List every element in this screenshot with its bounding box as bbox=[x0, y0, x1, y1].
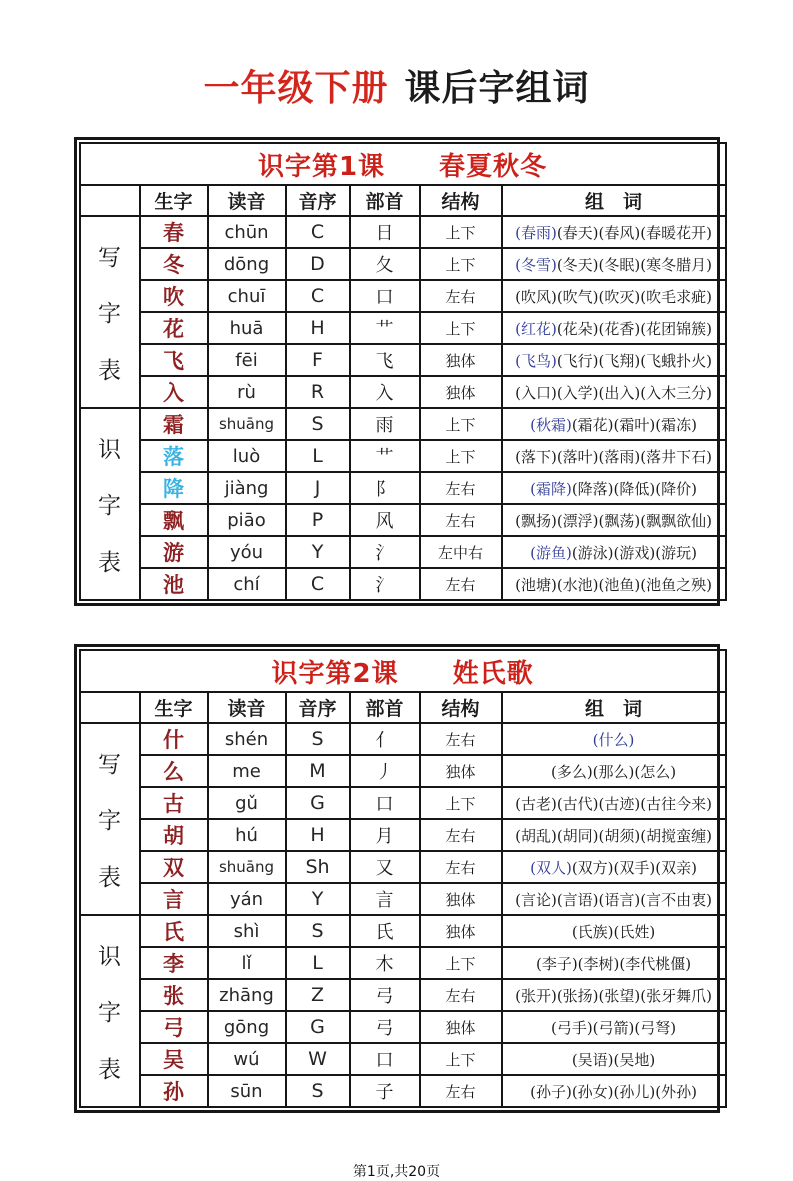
radical-cell: 艹 bbox=[350, 440, 420, 472]
words-cell bbox=[502, 851, 726, 883]
word-row bbox=[80, 947, 726, 979]
word-row bbox=[80, 408, 726, 440]
char-cell: 言 bbox=[140, 883, 208, 915]
word-row bbox=[80, 376, 726, 408]
initial-cell: L bbox=[286, 440, 350, 472]
structure-cell: 独体 bbox=[420, 1011, 502, 1043]
pinyin-cell: chí bbox=[208, 568, 286, 600]
word-row bbox=[80, 216, 726, 248]
column-header: 组 词 bbox=[502, 692, 726, 723]
column-header: 读音 bbox=[208, 692, 286, 723]
radical-cell: 艹 bbox=[350, 312, 420, 344]
words-cell bbox=[502, 536, 726, 568]
words-cell bbox=[502, 216, 726, 248]
initial-cell: J bbox=[286, 472, 350, 504]
word-plain: (言论)(言语)(语言)(言不由衷) bbox=[515, 890, 712, 909]
radical-cell: 子 bbox=[350, 1075, 420, 1107]
pinyin-cell: jiàng bbox=[208, 472, 286, 504]
initial-cell: G bbox=[286, 1011, 350, 1043]
sidebar-corner-cell bbox=[80, 692, 140, 723]
word-plain: (李子)(李树)(李代桃僵) bbox=[535, 954, 692, 973]
word-plain: (胡乱)(胡同)(胡须)(胡搅蛮缠) bbox=[515, 826, 712, 845]
words-cell bbox=[502, 819, 726, 851]
tables-container bbox=[0, 137, 793, 1113]
initial-cell: S bbox=[286, 408, 350, 440]
char-cell: 孙 bbox=[140, 1075, 208, 1107]
word-plain: (降落)(降低)(降价) bbox=[571, 479, 697, 498]
words-cell bbox=[502, 440, 726, 472]
words-cell bbox=[502, 755, 726, 787]
column-header: 音序 bbox=[286, 185, 350, 216]
column-header: 读音 bbox=[208, 185, 286, 216]
structure-cell: 独体 bbox=[420, 915, 502, 947]
word-plain: (双方)(双手)(双亲) bbox=[571, 858, 697, 877]
initial-cell: L bbox=[286, 947, 350, 979]
radical-cell: 氵 bbox=[350, 568, 420, 600]
word-row bbox=[80, 312, 726, 344]
char-cell: 双 bbox=[140, 851, 208, 883]
word-row bbox=[80, 1011, 726, 1043]
char-cell: 弓 bbox=[140, 1011, 208, 1043]
section-label-char: 写 bbox=[98, 244, 121, 271]
pinyin-cell: gǔ bbox=[208, 787, 286, 819]
structure-cell: 上下 bbox=[420, 408, 502, 440]
initial-cell: Y bbox=[286, 536, 350, 568]
title-topic-part: 课后字组词 bbox=[404, 68, 590, 109]
word-row bbox=[80, 248, 726, 280]
word-plain: (吴语)(吴地) bbox=[571, 1050, 656, 1069]
word-plain: (入口)(入学)(出入)(入木三分) bbox=[515, 383, 712, 402]
word-row bbox=[80, 851, 726, 883]
structure-cell: 左右 bbox=[420, 979, 502, 1011]
section-label-char: 识 bbox=[98, 436, 121, 463]
word-row bbox=[80, 1043, 726, 1075]
section-label-recognition bbox=[80, 408, 140, 600]
structure-cell: 上下 bbox=[420, 248, 502, 280]
word-row bbox=[80, 568, 726, 600]
section-label-char: 写 bbox=[98, 751, 121, 778]
radical-cell: 口 bbox=[350, 787, 420, 819]
pinyin-cell: wú bbox=[208, 1043, 286, 1075]
char-cell: 李 bbox=[140, 947, 208, 979]
char-cell: 张 bbox=[140, 979, 208, 1011]
radical-cell: 弓 bbox=[350, 1011, 420, 1043]
structure-cell: 独体 bbox=[420, 344, 502, 376]
pinyin-cell: shén bbox=[208, 723, 286, 755]
radical-cell: 风 bbox=[350, 504, 420, 536]
initial-cell: D bbox=[286, 248, 350, 280]
column-header: 部首 bbox=[350, 692, 420, 723]
word-row bbox=[80, 344, 726, 376]
words-cell bbox=[502, 1075, 726, 1107]
structure-cell: 左右 bbox=[420, 819, 502, 851]
word-highlighted: (霜降) bbox=[530, 479, 572, 498]
radical-cell: 言 bbox=[350, 883, 420, 915]
words-cell bbox=[502, 568, 726, 600]
radical-cell: 又 bbox=[350, 851, 420, 883]
word-plain: (飘扬)(漂浮)(飘荡)(飘飘欲仙) bbox=[515, 511, 712, 530]
initial-cell: C bbox=[286, 216, 350, 248]
lesson-table-2 bbox=[74, 644, 720, 1113]
char-cell: 么 bbox=[140, 755, 208, 787]
radical-cell: 阝 bbox=[350, 472, 420, 504]
pinyin-cell: sūn bbox=[208, 1075, 286, 1107]
pinyin-cell: piāo bbox=[208, 504, 286, 536]
words-cell bbox=[502, 248, 726, 280]
section-label-char: 表 bbox=[98, 865, 121, 892]
section-label-writing bbox=[80, 723, 140, 915]
word-plain: (落下)(落叶)(落雨)(落井下石) bbox=[515, 447, 712, 466]
word-plain: (游泳)(游戏)(游玩) bbox=[571, 543, 697, 562]
section-label-char: 字 bbox=[98, 301, 121, 328]
word-row bbox=[80, 440, 726, 472]
structure-cell: 上下 bbox=[420, 216, 502, 248]
structure-cell: 上下 bbox=[420, 947, 502, 979]
words-cell bbox=[502, 915, 726, 947]
word-highlighted: (冬雪) bbox=[515, 255, 557, 274]
pinyin-cell: yóu bbox=[208, 536, 286, 568]
word-highlighted: (游鱼) bbox=[530, 543, 572, 562]
structure-cell: 独体 bbox=[420, 755, 502, 787]
char-cell: 池 bbox=[140, 568, 208, 600]
title-grade-part: 一年级下册 bbox=[203, 68, 389, 109]
word-highlighted: (飞鸟) bbox=[515, 351, 557, 370]
pinyin-cell: chūn bbox=[208, 216, 286, 248]
word-plain: (吹风)(吹气)(吹灭)(吹毛求疵) bbox=[515, 287, 712, 306]
char-cell: 胡 bbox=[140, 819, 208, 851]
lesson-caption: 识字第1课 春夏秋冬 bbox=[80, 143, 726, 185]
word-highlighted: (什么) bbox=[592, 730, 635, 749]
radical-cell: 夂 bbox=[350, 248, 420, 280]
char-cell: 什 bbox=[140, 723, 208, 755]
initial-cell: Sh bbox=[286, 851, 350, 883]
pinyin-cell: shuāng bbox=[208, 851, 286, 883]
section-label-char: 字 bbox=[98, 808, 121, 835]
column-header: 生字 bbox=[140, 692, 208, 723]
pinyin-cell: hú bbox=[208, 819, 286, 851]
section-label-vertical-text bbox=[81, 734, 139, 904]
word-row bbox=[80, 755, 726, 787]
word-plain: (多么)(那么)(怎么) bbox=[550, 762, 677, 781]
initial-cell: F bbox=[286, 344, 350, 376]
section-label-char: 字 bbox=[98, 1000, 121, 1027]
words-cell bbox=[502, 280, 726, 312]
char-cell: 降 bbox=[140, 472, 208, 504]
column-header: 结构 bbox=[420, 692, 502, 723]
pinyin-cell: huā bbox=[208, 312, 286, 344]
radical-cell: 雨 bbox=[350, 408, 420, 440]
words-cell bbox=[502, 979, 726, 1011]
initial-cell: M bbox=[286, 755, 350, 787]
words-cell bbox=[502, 947, 726, 979]
column-header: 组 词 bbox=[502, 185, 726, 216]
char-cell: 霜 bbox=[140, 408, 208, 440]
word-row bbox=[80, 280, 726, 312]
pinyin-cell: shì bbox=[208, 915, 286, 947]
word-highlighted: (春雨) bbox=[515, 223, 557, 242]
initial-cell: W bbox=[286, 1043, 350, 1075]
initial-cell: G bbox=[286, 787, 350, 819]
section-label-char: 识 bbox=[98, 943, 121, 970]
word-row bbox=[80, 472, 726, 504]
radical-cell: 口 bbox=[350, 1043, 420, 1075]
structure-cell: 左右 bbox=[420, 1075, 502, 1107]
words-cell bbox=[502, 883, 726, 915]
structure-cell: 上下 bbox=[420, 312, 502, 344]
word-highlighted: (秋霜) bbox=[530, 415, 572, 434]
char-cell: 花 bbox=[140, 312, 208, 344]
lesson-grid bbox=[79, 649, 727, 1108]
radical-cell: 日 bbox=[350, 216, 420, 248]
char-cell: 冬 bbox=[140, 248, 208, 280]
words-cell bbox=[502, 1011, 726, 1043]
char-cell: 飘 bbox=[140, 504, 208, 536]
pinyin-cell: me bbox=[208, 755, 286, 787]
structure-cell: 左右 bbox=[420, 851, 502, 883]
pinyin-cell: chuī bbox=[208, 280, 286, 312]
lesson-grid bbox=[79, 142, 727, 601]
word-plain: (冬天)(冬眠)(寒冬腊月) bbox=[556, 255, 712, 274]
pinyin-cell: shuāng bbox=[208, 408, 286, 440]
pinyin-cell: yán bbox=[208, 883, 286, 915]
word-row bbox=[80, 536, 726, 568]
structure-cell: 上下 bbox=[420, 787, 502, 819]
words-cell bbox=[502, 344, 726, 376]
lesson-table-1 bbox=[74, 137, 720, 606]
char-cell: 春 bbox=[140, 216, 208, 248]
char-cell: 吹 bbox=[140, 280, 208, 312]
word-row bbox=[80, 819, 726, 851]
section-label-vertical-text bbox=[81, 926, 139, 1096]
initial-cell: Y bbox=[286, 883, 350, 915]
radical-cell: 亻 bbox=[350, 723, 420, 755]
pinyin-cell: fēi bbox=[208, 344, 286, 376]
structure-cell: 上下 bbox=[420, 1043, 502, 1075]
pinyin-cell: gōng bbox=[208, 1011, 286, 1043]
words-cell bbox=[502, 408, 726, 440]
word-plain: (花朵)(花香)(花团锦簇) bbox=[556, 319, 712, 338]
words-cell bbox=[502, 504, 726, 536]
initial-cell: H bbox=[286, 312, 350, 344]
word-row bbox=[80, 915, 726, 947]
char-cell: 飞 bbox=[140, 344, 208, 376]
radical-cell: 弓 bbox=[350, 979, 420, 1011]
pinyin-cell: luò bbox=[208, 440, 286, 472]
char-cell: 古 bbox=[140, 787, 208, 819]
pinyin-cell: dōng bbox=[208, 248, 286, 280]
word-row bbox=[80, 787, 726, 819]
initial-cell: H bbox=[286, 819, 350, 851]
radical-cell: 月 bbox=[350, 819, 420, 851]
radical-cell: 入 bbox=[350, 376, 420, 408]
pinyin-cell: zhāng bbox=[208, 979, 286, 1011]
word-plain: (春天)(春风)(春暖花开) bbox=[556, 223, 712, 242]
section-label-writing bbox=[80, 216, 140, 408]
word-highlighted: (红花) bbox=[515, 319, 557, 338]
structure-cell: 上下 bbox=[420, 440, 502, 472]
section-label-vertical-text bbox=[81, 227, 139, 397]
initial-cell: C bbox=[286, 280, 350, 312]
char-cell: 落 bbox=[140, 440, 208, 472]
page-number: 第1页,共20页 bbox=[352, 1164, 441, 1180]
radical-cell: 木 bbox=[350, 947, 420, 979]
word-plain: (古老)(古代)(古迹)(古往今来) bbox=[515, 794, 712, 813]
column-header: 结构 bbox=[420, 185, 502, 216]
column-header: 生字 bbox=[140, 185, 208, 216]
structure-cell: 左右 bbox=[420, 280, 502, 312]
words-cell bbox=[502, 723, 726, 755]
structure-cell: 独体 bbox=[420, 883, 502, 915]
section-label-recognition bbox=[80, 915, 140, 1107]
char-cell: 入 bbox=[140, 376, 208, 408]
word-row bbox=[80, 504, 726, 536]
char-cell: 氏 bbox=[140, 915, 208, 947]
word-highlighted: (双人) bbox=[530, 858, 572, 877]
word-row bbox=[80, 979, 726, 1011]
radical-cell: 氏 bbox=[350, 915, 420, 947]
word-plain: (氏族)(氏姓) bbox=[571, 922, 656, 941]
pinyin-cell: rù bbox=[208, 376, 286, 408]
sidebar-corner-cell bbox=[80, 185, 140, 216]
page-title bbox=[0, 0, 793, 111]
initial-cell: Z bbox=[286, 979, 350, 1011]
word-row bbox=[80, 723, 726, 755]
word-plain: (飞行)(飞翔)(飞蛾扑火) bbox=[556, 351, 712, 370]
words-cell bbox=[502, 376, 726, 408]
section-label-char: 字 bbox=[98, 493, 121, 520]
structure-cell: 左右 bbox=[420, 723, 502, 755]
pinyin-cell: lǐ bbox=[208, 947, 286, 979]
column-header: 音序 bbox=[286, 692, 350, 723]
words-cell bbox=[502, 472, 726, 504]
structure-cell: 独体 bbox=[420, 376, 502, 408]
char-cell: 吴 bbox=[140, 1043, 208, 1075]
word-plain: (弓手)(弓箭)(弓弩) bbox=[550, 1018, 677, 1037]
structure-cell: 左右 bbox=[420, 472, 502, 504]
words-cell bbox=[502, 312, 726, 344]
word-plain: (霜花)(霜叶)(霜冻) bbox=[571, 415, 697, 434]
lesson-caption: 识字第2课 姓氏歌 bbox=[80, 650, 726, 692]
word-plain: (孙子)(孙女)(孙儿)(外孙) bbox=[530, 1082, 697, 1101]
section-label-char: 表 bbox=[98, 358, 121, 385]
initial-cell: S bbox=[286, 723, 350, 755]
structure-cell: 左中右 bbox=[420, 536, 502, 568]
word-plain: (张开)(张扬)(张望)(张牙舞爪) bbox=[515, 986, 712, 1005]
words-cell bbox=[502, 787, 726, 819]
initial-cell: P bbox=[286, 504, 350, 536]
section-label-char: 表 bbox=[98, 550, 121, 577]
section-label-char: 表 bbox=[98, 1057, 121, 1084]
structure-cell: 左右 bbox=[420, 568, 502, 600]
word-plain: (池塘)(水池)(池鱼)(池鱼之殃) bbox=[515, 575, 712, 594]
radical-cell: 氵 bbox=[350, 536, 420, 568]
char-cell: 游 bbox=[140, 536, 208, 568]
radical-cell: 丿 bbox=[350, 755, 420, 787]
radical-cell: 飞 bbox=[350, 344, 420, 376]
structure-cell: 左右 bbox=[420, 504, 502, 536]
words-cell bbox=[502, 1043, 726, 1075]
initial-cell: C bbox=[286, 568, 350, 600]
initial-cell: R bbox=[286, 376, 350, 408]
radical-cell: 口 bbox=[350, 280, 420, 312]
initial-cell: S bbox=[286, 1075, 350, 1107]
initial-cell: S bbox=[286, 915, 350, 947]
section-label-vertical-text bbox=[81, 419, 139, 589]
word-row bbox=[80, 1075, 726, 1107]
word-row bbox=[80, 883, 726, 915]
column-header: 部首 bbox=[350, 185, 420, 216]
